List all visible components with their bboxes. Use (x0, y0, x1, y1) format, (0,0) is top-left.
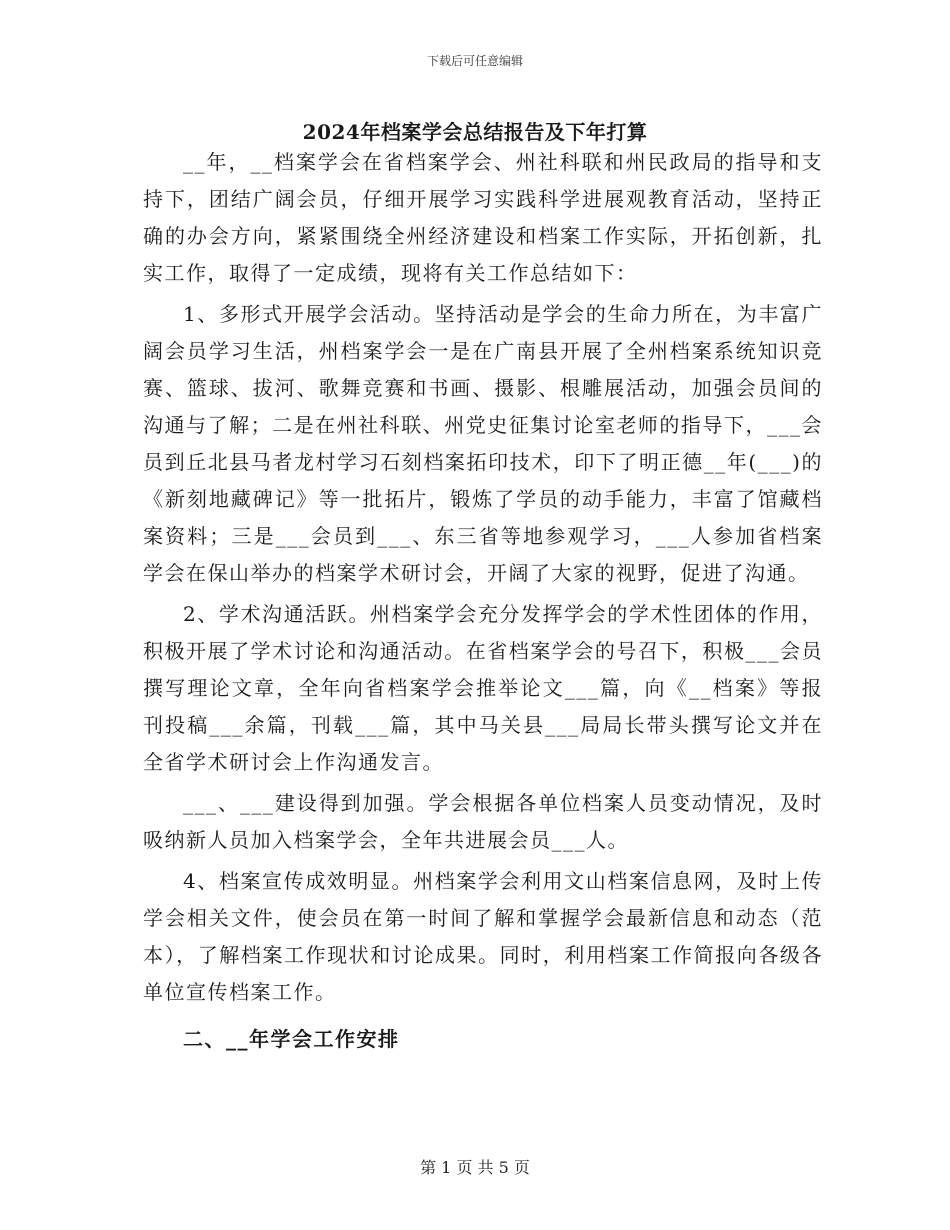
paragraph-intro: __年，__档案学会在省档案学会、州社科联和州民政局的指导和支持下，团结广阔会员，仔细开展学习实践科学进展观教育活动，坚持正确的办会方向，紧紧围绕全州经济建设和档案工作实际，开拓创新，扎实工作，取得了一定成绩，现将有关工作总结如下： (143, 150, 823, 285)
paragraph-item-3: ___、___建设得到加强。学会根据各单位档案人员变动情况，及时吸纳新人员加入档案学会，全年共进展会员___人。 (143, 791, 823, 852)
paragraph-item-4: 4、档案宣传成效明显。州档案学会利用文山档案信息网，及时上传学会相关文件，使会员在第一时间了解和掌握学会最新信息和动态（范本），了解档案工作现状和讨论成果。同时，利用档案工作简报向各级各单位宣传档案工作。 (143, 869, 823, 1004)
header-note: 下载后可任意编辑 (426, 54, 523, 68)
document-body (143, 144, 823, 1058)
document-title: 2024年档案学会总结报告及下年打算 (302, 120, 648, 144)
paragraph-item-1: 1、多形式开展学会活动。坚持活动是学会的生命力所在，为丰富广阔会员学习生活，州档案学会一是在广南县开展了全州档案系统知识竞赛、篮球、拔河、歌舞竞赛和书画、摄影、根雕展活动，加强会员间的沟通与了解；二是在州社科联、州党史征集讨论室老师的指导下，___会员到丘北县马者龙村学习石刻档案拓印技术，印下了明正德__年(___)的《新刻地藏碑记》等一批拓片，锻炼了学员的动手能力，丰富了馆藏档案资料；三是___会员到___、东三省等地参观学习，___人参加省档案学会在保山举办的档案学术研讨会，开阔了大家的视野，促进了沟通。 (143, 302, 823, 585)
section-heading: 二、__年学会工作安排 (183, 1027, 400, 1051)
page-number: 第 1 页 共 5 页 (420, 1158, 530, 1177)
paragraph-item-2: 2、学术沟通活跃。州档案学会充分发挥学会的学术性团体的作用，积极开展了学术讨论和沟通活动。在省档案学会的号召下，积极___会员撰写理论文章，全年向省档案学会推举论文___篇，向《__档案》等报刊投稿___余篇，刊载___篇，其中马关县___局局长带头撰写论文并在全省学术研讨会上作沟通发言。 (143, 602, 823, 774)
